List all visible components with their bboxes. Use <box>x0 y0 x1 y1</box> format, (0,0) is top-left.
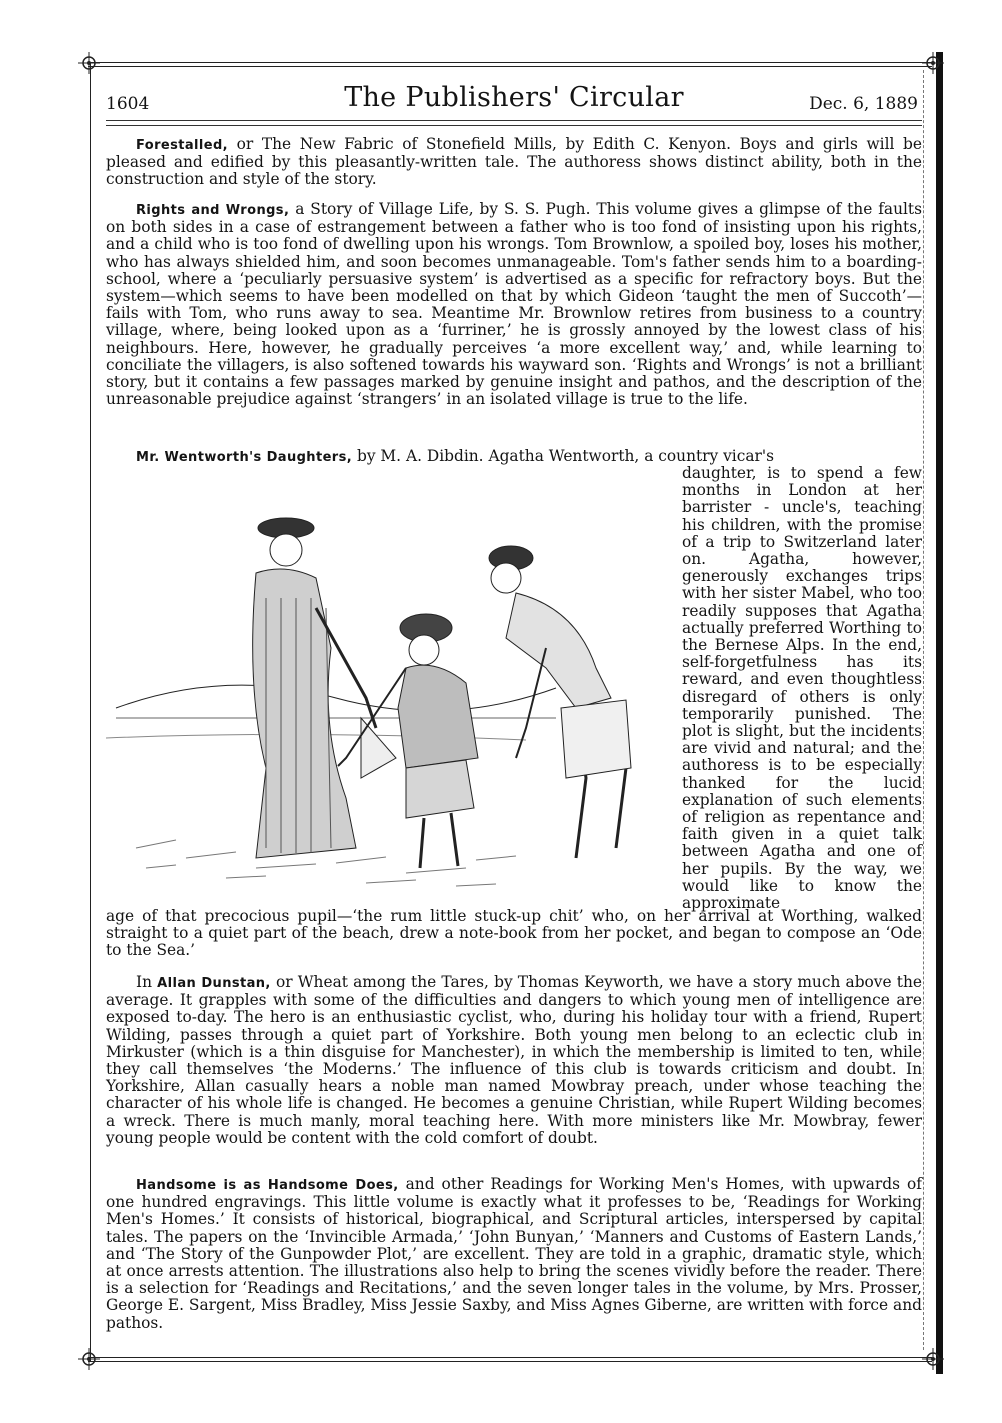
frame-border-right <box>923 70 924 1350</box>
side-column-text <box>682 465 922 912</box>
review-handsome-is-as-handsome-does <box>106 1176 922 1332</box>
review-continuation <box>106 908 922 960</box>
book-title: Handsome is as Handsome Does, <box>136 1178 399 1193</box>
review-text: or Wheat among the Tares, by Thomas Keyworth, we have a story much above the average. It grapples with some of the difficulties and dangers to which young men of intelligence are exposed to-day. The hero is an enthusiastic cyclist, who, during his holiday tour with a friend, Rupert Wilding, passes through a quiet part of Yorkshire. Both young men belong to an eclectic club in Mirkuster (which is a thin disguise for Manchester), in which the membership is limited to ten, while they call themselves ‘the Moderns.’ The influence of this club is towards criticism and doubt. In Yorkshire, Allan casually hears a noble man named Mowbray preach, under whose teaching the character of his whole life is changed. He becomes a genuine Christian, while Rupert Wilding becomes a wreck. There is much manly, moral teaching here. With more ministers like Mr. Mowbray, fewer young people would be content with the cold comfort of doubt. <box>106 973 922 1147</box>
engraving-illustration <box>106 468 674 898</box>
corner-ornament-icon <box>76 1346 102 1372</box>
review-text: age of that precocious pupil—‘the rum little stuck-up chit’ who, on her arrival at Worthing, walked straight to a quiet part of the beach, drew a note-book from her pocket, and began to compose an ‘Ode to the Sea.’ <box>106 907 922 960</box>
frame-border-bottom <box>88 1357 932 1358</box>
page-number: 1604 <box>106 94 150 114</box>
corner-ornament-icon <box>76 50 102 76</box>
scan-edge-bar <box>936 52 943 1374</box>
review-text: by M. A. Dibdin. Agatha Wentworth, a country vicar's <box>352 447 775 465</box>
frame-border-top-inner <box>88 66 932 67</box>
book-title: Allan Dunstan, <box>157 976 271 991</box>
page-header <box>106 82 922 118</box>
frame-border-bottom-inner <box>88 1361 932 1362</box>
book-title: Rights and Wrongs, <box>136 203 290 218</box>
book-title: Forestalled, <box>136 138 229 153</box>
issue-date: Dec. 6, 1889 <box>809 94 918 114</box>
review-text: daughter, is to spend a few months in London at her barrister - uncle's, teaching his children, with the promise of a trip to Switzerland later on. Agatha, however, generously exchanges trips with her sister Mabel, who too readily supposes that Agatha actually preferred Worthing to the Bernese Alps. In the end, self-forgetfulness has its reward, and even thoughtless disregard of others is only temporarily punished. The plot is slight, but the incidents are vivid and natural; and the authoress is to be especially thanked for the lucid explanation of such elements of religion as repentance and faith given in a quiet talk between Agatha and one of her pupils. By the way, we would like to know the approximate <box>682 464 922 913</box>
review-text: and other Readings for Working Men's Homes, with upwards of one hundred engravings. This little volume is exactly what it professes to be, ‘Readings for Working Men's Homes.’ It consists of historical, biographical, and Scriptural articles, interspersed by capital tales. The papers on the ‘Invincible Armada,’ ‘John Bunyan,’ ‘Manners and Customs of Eastern Lands,’ and ‘The Story of the Gunpowder Plot,’ are excellent. They are told in a graphic, dramatic style, which at once arrests attention. The illustrations also help to bring the scenes vividly before the reader. There is a selection for ‘Readings and Recitations,’ and the seven longer tales in the volume, by Mrs. Prosser, George E. Sargent, Miss Bradley, Miss Jessie Saxby, and Miss Agnes Giberne, are written with force and pathos. <box>106 1175 922 1332</box>
frame-border-top <box>88 62 932 63</box>
review-prefix: In <box>136 973 158 991</box>
corner-ornament-icon <box>920 50 946 76</box>
book-title: Mr. Wentworth's Daughters, <box>136 450 353 465</box>
review-text: or The New Fabric of Stonefield Mills, by Edith C. Kenyon. Boys and girls will be pleased and edified by this pleasantly-written tale. The authoress shows distinct ability, both in the construction and style of the story. <box>106 135 922 189</box>
review-mr-wentworths-daughters <box>106 447 922 960</box>
corner-ornament-icon <box>920 1346 946 1372</box>
publication-title: The Publishers' Circular <box>344 82 684 113</box>
header-rule <box>106 125 922 126</box>
review-rights-and-wrongs <box>106 201 922 408</box>
review-text: a Story of Village Life, by S. S. Pugh. This volume gives a glimpse of the faults on both sides in a case of estrangement between a father who is too fond of insisting upon his rights, and a child who is too fond of dwelling upon his wrongs. Tom Brownlow, a spoiled boy, loses his mother, who has always shielded him, and soon becomes unmanageable. Tom's father sends him to a boarding-school, where a ‘peculiarly persuasive system’ is advertised as a specific for refractory boys. But the system—which seems to have been modelled on that by which Gideon ‘taught the men of Succoth’—fails with Tom, who runs away to sea. Meantime Mr. Brownlow retires from business to a country village, where, being looked upon as a ‘furriner,’ he is grossly annoyed by the lowest class of his neighbours. Here, however, he gradually perceives ‘a more excellent way,’ and, while learning to conciliate the villagers, is also softened towards his wayward son. ‘Rights and Wrongs’ is not a brilliant story, but it contains a few passages marked by genuine insight and pathos, and the description of the unreasonable prejudice against ‘strangers’ in an isolated village is true to the life. <box>106 200 922 409</box>
frame-border-left <box>90 62 91 1362</box>
review-forestalled <box>106 136 922 189</box>
header-rule <box>106 120 922 121</box>
review-allan-dunstan <box>106 974 922 1147</box>
